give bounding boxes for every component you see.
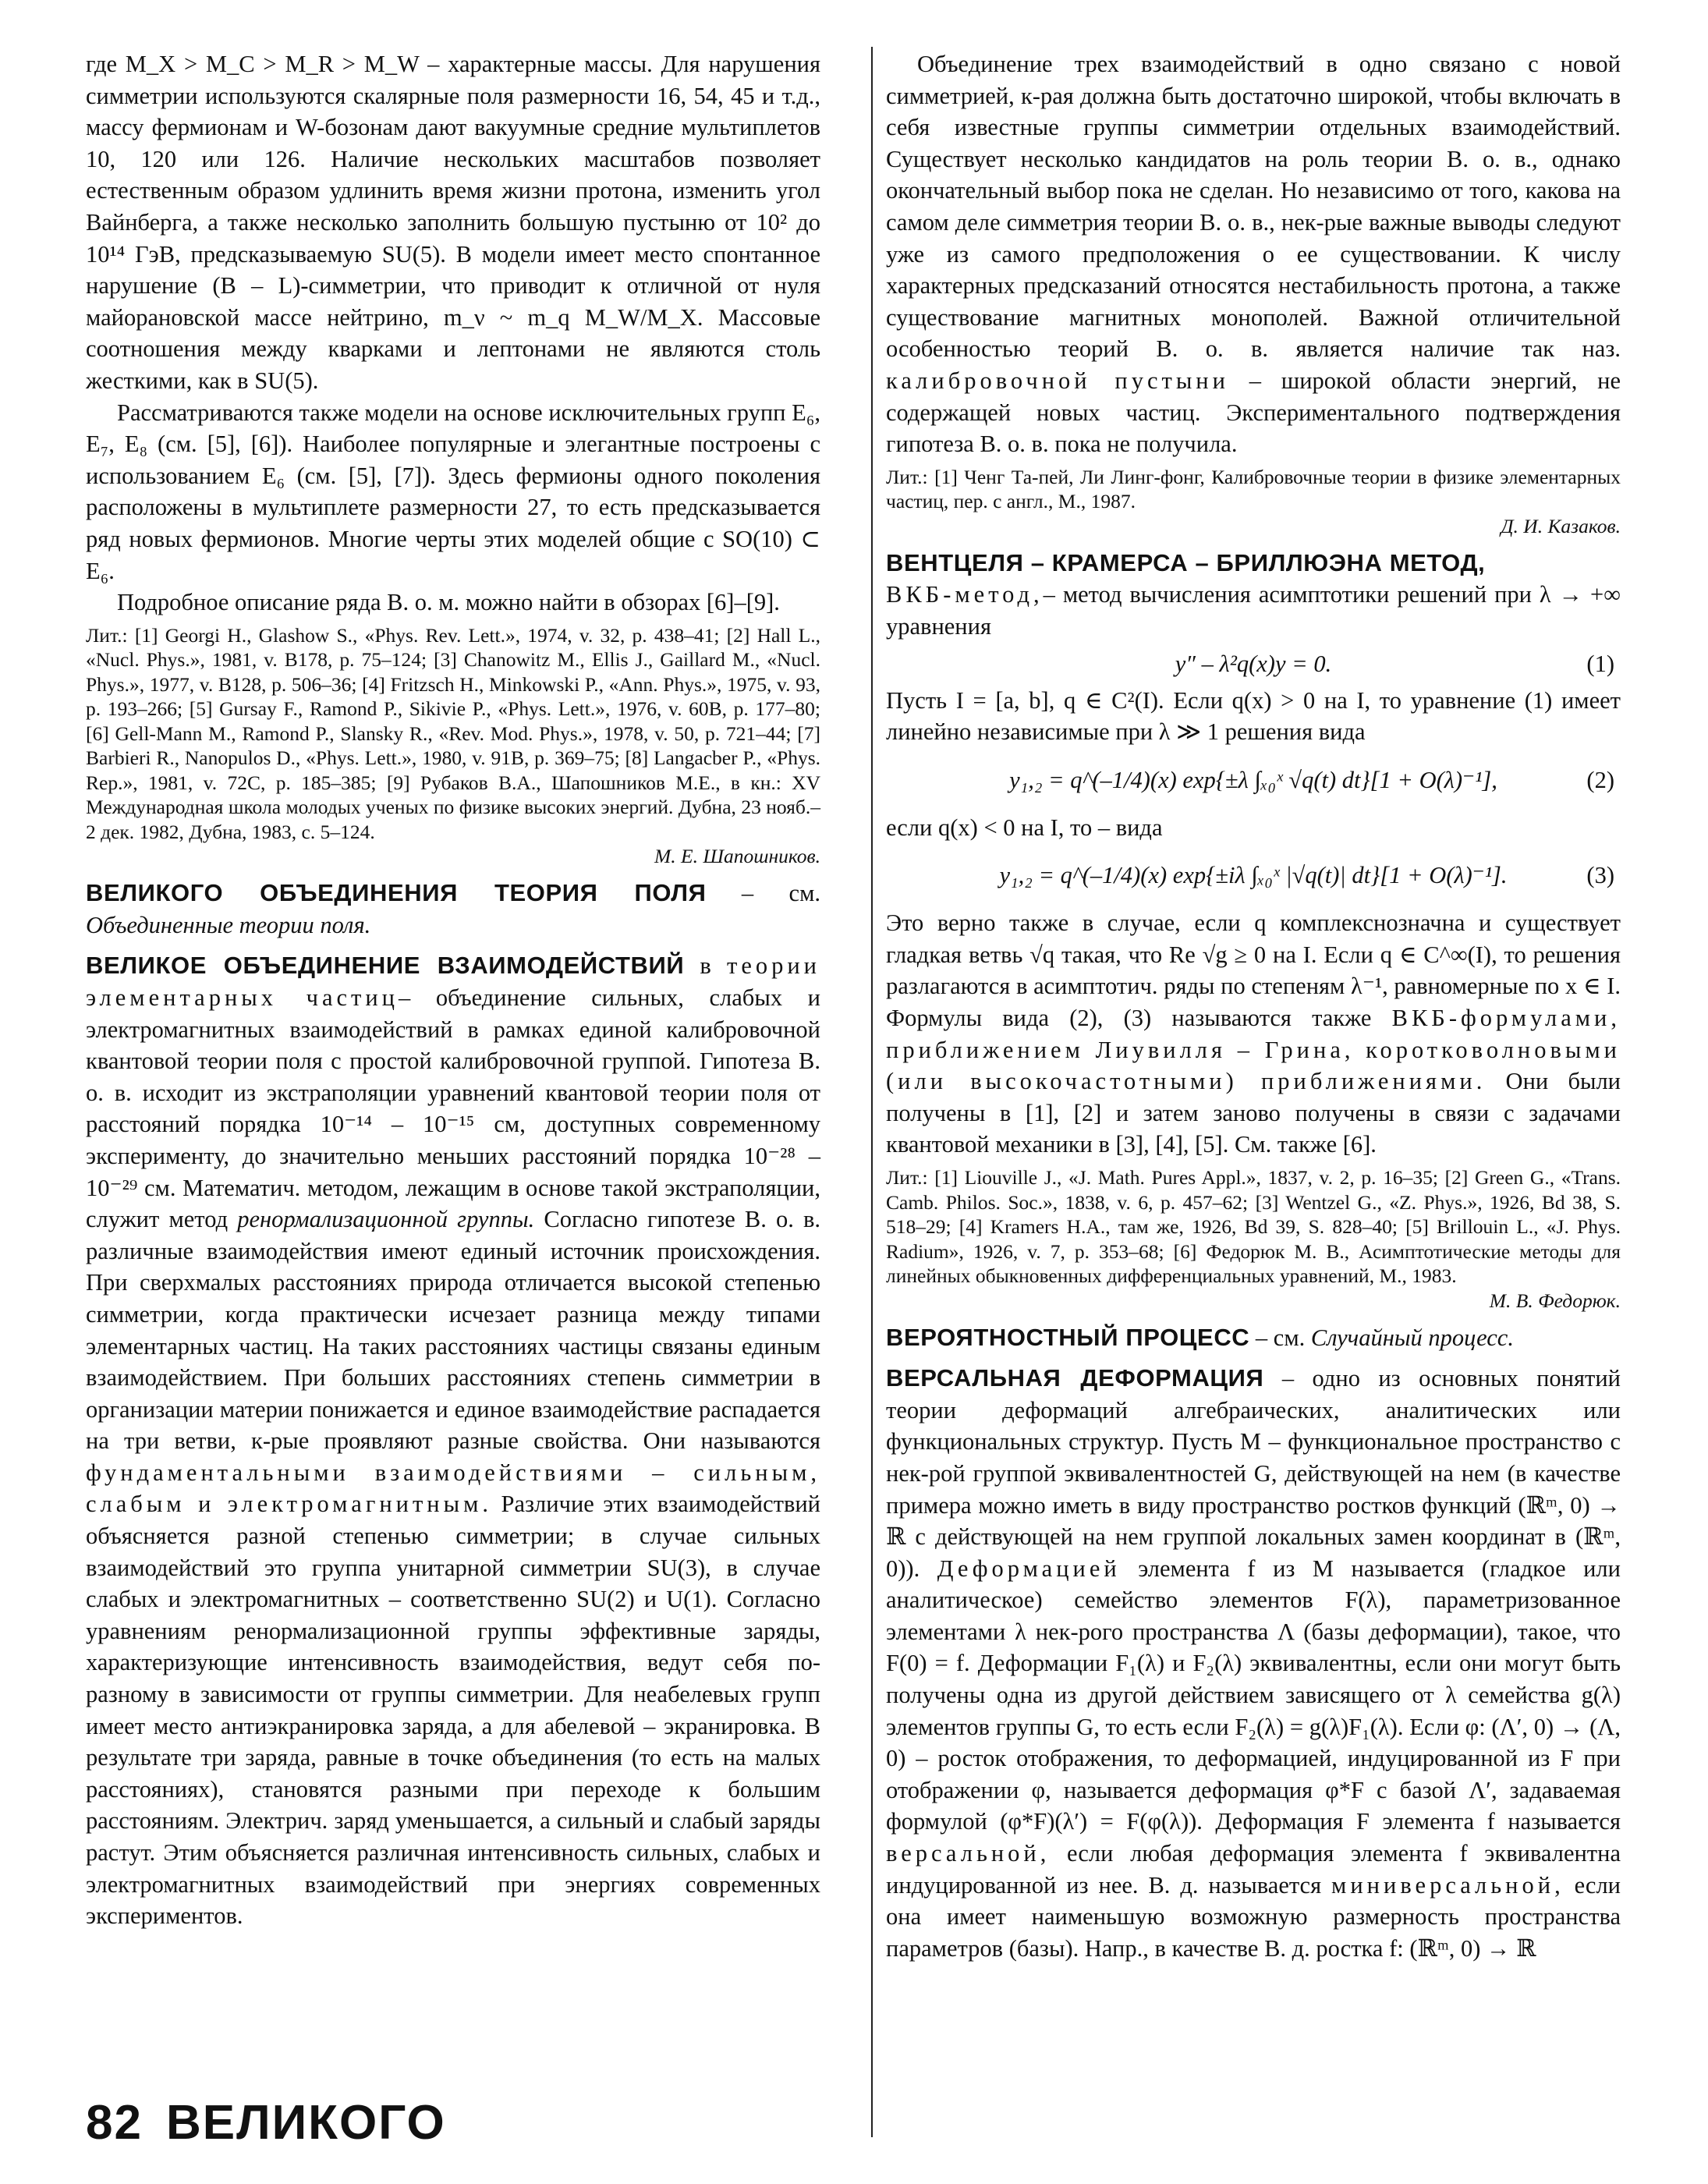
author-entry-1: М. Е. Шапошников.	[654, 845, 820, 868]
see-also-label: – см.	[706, 880, 821, 907]
entry-velikogo-obedineniya-teoriya-polya	[86, 878, 820, 941]
left-continuation-paragraph-3: Подробное описание ряда В. о. м. можно найти в обзорах [6]–[9].	[117, 589, 780, 616]
entry-text-vd-1: – одно из основных понятий теории деформаций алгебраических, аналитических или функциональных структур. Пусть M – функциональное пространство с нек-рой группой эквивалентностей G, действующей на нем (в качестве примера можно иметь в виду пространство ростков функций (ℝᵐ, 0) → ℝ с действующей на нем группой локальных замен координат в (ℝᵐ, 0)).	[886, 1365, 1621, 1582]
references-entry-2: Лит.: [1] Ченг Та-пей, Ли Линг-фонг, Калибровочные теории в физике элементарных частиц, пер. с англ., М., 1987.	[886, 465, 1621, 513]
spaced-term: теории элементарных частиц	[86, 952, 820, 1011]
entry-veroyatnostny-process	[886, 1322, 1621, 1354]
entry-text-part-2: Согласно гипотезе В. о. в. различные взаимодействия имеют единый источник происхождения. При сверхмалых расстояниях природа отличается высокой степенью симметрии, когда практически исчезает разница между типами элементарных частиц. На таких расстояниях частицы связаны единым взаимодействием. При больших расстояниях степень симметрии в организации материи понижается и единое взаимодействие распадается на три ветви, к-рые проявляют разные свойства. Они называются	[86, 1206, 820, 1455]
continuation-text-1: Объединение трех взаимодействий в одно связано с новой симметрией, к-рая должна быть достаточно широкой, чтобы включать в себя известные группы симметрии отдельных взаимодействий. Существует несколько кандидатов на роль теории В. о. в., однако окончательный выбор пока не сделан. Но независимо от того, какова на самом деле симметрия теории В. о. в., нек-рые важные выводы следуют уже из самого предположения о ее существовании. К числу характерных предсказаний относятся нестабильность протона, а также существование магнитных монополей. Важной отличительной особенностью теорий В. о. в. является наличие так наз.	[886, 51, 1621, 363]
equation-2-body: y₁,₂ = q^(–1/4)(x) exp{±λ ∫ₓ₀ˣ √q(t) dt}[1 + O(λ)⁻¹],	[1009, 766, 1497, 793]
headword-teoriya-polya: ВЕЛИКОГО ОБЪЕДИНЕНИЯ ТЕОРИЯ ПОЛЯ	[86, 879, 707, 907]
equation-2	[886, 748, 1621, 812]
headword-wkb: ВЕНТЦЕЛЯ – КРАМЕРСА – БРИЛЛЮЭНА МЕТОД,	[886, 548, 1486, 576]
left-continuation-paragraph-2: Рассматриваются также модели на основе исключительных групп E₆, E₇, E₈ (см. [5], [6]). Наиболее популярные и элегантные построены с использованием E₆ (см. [5], [7]). Здесь фермионы одного поколения расположены в мультиплете размерности 27, то есть предсказывается ряд новых фермионов. Многие черты этих моделей общие с SO(10) ⊂ E₆.	[86, 399, 820, 584]
references-entry-1: Лит.: [1] Georgi H., Glashow S., «Phys. Rev. Lett.», 1974, v. 32, p. 438–41; [2] Hall L., «Nucl. Phys.», 1981, v. B178, p. 75–124; [3] Chanowitz M., Ellis J., Gaillard M., «Nucl. Phys.», 1977, v. B128, p. 506–36; [4] Fritzsch H., Minkowski P., «Ann. Phys.», 1975, v. 93, p. 193–266; [5] Gursay F., Ramond P., Sikivie P., «Phys. Lett.», 1976, v. 60B, p. 177–80; [6] Gell-Mann M., Ramond P., Slansky R., «Rev. Mod. Phys.», 1978, v. 50, p. 721–44; [7] Barbieri R., Nanopulos D., «Phys. Lett.», 1980, v. 91B, p. 369–75; [8] Langacber P., «Phys. Rep.», 1981, v. 72C, p. 185–385; [9] Рубаков В.А., Шапошников М.Е., в кн.: XV Международная школа молодых ученых по физике высоких энергий. Дубна, 23 нояб.–2 дек. 1982, Дубна, 1983, с. 5–124.	[86, 623, 820, 843]
headword-veroyatnostny: ВЕРОЯТНОСТНЫЙ ПРОЦЕСС	[886, 1323, 1250, 1351]
left-continuation-paragraph-1: где M_X > M_C > M_R > M_W – характерные массы. Для нарушения симметрии используются скалярные поля размерности 16, 54, 45 и т.д., массу фермионам и W-бозонам дают вакуумные средние мультиплетов 10, 120 или 126. Наличие нескольких масштабов позволяет естественным образом удлинить время жизни протона, изменить угол Вайнберга, а также несколько заполнить большую пустыню от 10² до 10¹⁴ ГэВ, предсказываемую SU(5). В модели имеет место спонтанное нарушение (B – L)-симметрии, что приводит к отличной от нуля майорановской массе нейтрино, m_ν ~ m_q M_W/M_X. Массовые соотношения между кварками и лептонами не являются столь жесткими, как в SU(5).	[86, 51, 820, 394]
entry-text-wkb-1: – метод вычисления асимптотики решений при λ → +∞ уравнения	[886, 581, 1621, 640]
equation-3-number: (3)	[1586, 862, 1614, 889]
see-also-label-2: – см.	[1249, 1324, 1311, 1351]
entry-text-wkb-2: Пусть I = [a, b], q ∈ C²(I). Если q(x) > 0 на I, то уравнение (1) имеет линейно независимые при λ ≫ 1 решения вида	[886, 686, 1621, 746]
headword-velikoe-obedinenie: ВЕЛИКОЕ ОБЪЕДИНЕНИЕ ВЗАИМОДЕЙСТВИЙ	[86, 952, 685, 980]
references-entry-3: Лит.: [1] Liouville J., «J. Math. Pures Appl.», 1837, v. 2, p. 16–35; [2] Green G., «Trans. Camb. Philos. Soc.», 1838, v. 6, p. 457–62; [3] Wentzel G., «Z. Phys.», 1926, Bd 38, S. 518–29; [4] Kramers H.A., там же, 1926, Bd 39, S. 828–40; [5] Brillouin L., «J. Phys. Radium», 1926, v. 7, p. 353–68; [6] Федорюк М. В., Асимптотические методы для линейных обыкновенных дифференциальных уравнений, М., 1983.	[886, 1166, 1621, 1288]
equation-3-body: y₁,₂ = q^(–1/4)(x) exp{±iλ ∫ₓ₀ˣ |√q(t)| dt}[1 + O(λ)⁻¹].	[999, 862, 1508, 889]
headword-lead: в	[684, 952, 727, 980]
entry-text-vd-2: элемента f из M называется (гладкое или аналитическое) семейство элементов F(λ), параметризованное элементами λ нек-рого пространства Λ (базы деформации), такое, что F(0) = f. Деформации F₁(λ) и F₂(λ) эквивалентны, если они могут быть получены одна из другой действием зависящего от λ семейства g(λ) элементов группы G, то есть если F₂(λ) = g(λ)F₁(λ). Если φ: (Λ′, 0) → (Λ, 0) – росток отображения, то деформацией, индуцированной из F при отображении φ, называется деформация φ*F с базой Λ′, задаваемая формулой (φ*F)(λ′) = F(φ(λ)). Деформация F элемента f называется	[886, 1555, 1621, 1835]
entry-wkb-method	[886, 548, 1621, 643]
equation-2-number: (2)	[1586, 766, 1614, 793]
entry-text-part-1: – объединение сильных, слабых и электромагнитных взаимодействий в рамках единой калибровочной квантовой теории поля с простой калибровочной группой. Гипотеза В. о. в. исходит из экстраполяции уравнений квантовой теории поля от расстояний порядка 10⁻¹⁴ – 10⁻¹⁵ см, доступных современному эксперименту, до значительно меньших расстояний порядка 10⁻²⁸ – 10⁻²⁹ см. Математич. методом, лежащим в основе такой экстраполяции, служит метод	[86, 984, 820, 1233]
spaced-term-wkb-formulas: ВКБ-формулами, приближением Лиувилля – Грина, коротковолновыми (или высокочастотными) приближениями.	[886, 1005, 1621, 1095]
entry-text-part-3: Различие этих взаимодействий объясняется разной степенью симметрии; в случае сильных взаимодействий это группа унитарной симметрии SU(3), в случае слабых и электромагнитных – соответственно SU(2) и U(1). Согласно уравнениям ренормализационной группы эффективные заряды, характеризующие интенсивность взаимодействия, ведут себя по-разному в зависимости от группы симметрии. Для неабелевых групп имеет место антиэкранировка заряда, а для абелевой – экранировка. В результате три заряда, равные в точке объединения (то есть на малых расстояниях), становятся разными при переходе к большим расстояниям. Электрич. заряд уменьшается, а сильный и слабый заряды растут. Этим объясняется различная интенсивность сильных, слабых и электромагнитных взаимодействий при энергиях современных экспериментов.	[86, 1491, 820, 1930]
left-column	[86, 48, 820, 1932]
equation-3	[886, 843, 1621, 907]
author-entry-3: М. В. Федорюк.	[1489, 1289, 1621, 1312]
entry-text-wkb-5: Они были получены в [1], [2] и затем заново получены в связи с задачами квантовой механики в [3], [4], [5]. См. также [6].	[886, 1068, 1621, 1158]
page-footer	[86, 2095, 470, 2150]
equation-1-number: (1)	[1586, 650, 1614, 677]
right-continuation-paragraph	[886, 48, 1621, 460]
entry-text-wkb-4	[886, 907, 1621, 1161]
running-head: ВЕЛИКОГО	[165, 2096, 446, 2150]
page-number: 82	[86, 2096, 143, 2150]
cross-reference-random-process[interactable]: Случайный процесс.	[1310, 1324, 1514, 1351]
entry-velikoe-obedinenie	[86, 950, 820, 1931]
equation-1	[886, 643, 1621, 685]
cross-reference-renorm-group[interactable]: ренормализационной группы.	[237, 1206, 535, 1233]
continuation-text-2: – широкой области энергий, не содержащей новых частиц. Экспериментального подтверждения гипотеза В. о. в. пока не получила.	[886, 367, 1621, 458]
author-entry-2: Д. И. Казаков.	[1501, 514, 1621, 537]
entry-text-vd-3: если любая деформация элемента f эквивалентна индуцированной из нее. В. д. называется	[886, 1840, 1621, 1899]
cross-reference-link[interactable]: Объединенные теории поля.	[86, 911, 371, 938]
headword-versalnaya: ВЕРСАЛЬНАЯ ДЕФОРМАЦИЯ	[886, 1364, 1264, 1392]
spaced-term-fundamental: фундаментальными взаимодействиями – сильным, слабым и электромагнитным.	[86, 1459, 820, 1518]
column-divider	[871, 47, 873, 2137]
entry-text-vd-4: если она имеет наименьшую возможную размерность пространства параметров (базы). Напр., в качестве В. д. ростка f: (ℝᵐ, 0) → ℝ	[886, 1871, 1621, 1962]
spaced-term-deformation: Деформацией	[937, 1555, 1121, 1582]
entry-versalnaya-deformatsiya	[886, 1363, 1621, 1964]
spaced-term-wkb: ВКБ-метод,	[886, 581, 1044, 608]
entry-text-wkb-3: если q(x) < 0 на I, то – вида	[886, 814, 1163, 841]
entry-text-wkb-4a: Это верно также в случае, если q комплекснозначна и существует гладкая ветвь √q такая, что Re √g ≥ 0 на I. Если q ∈ C^∞(I), то решения разлагаются в асимптотич. ряды по степеням λ⁻¹, равномерные по x ∈ I. Формулы вида (2), (3) называются также	[886, 909, 1621, 1032]
equation-1-body: y″ – λ²q(x)y = 0.	[1175, 650, 1332, 677]
spaced-term-desert: калибровочной пустыни	[886, 367, 1229, 394]
spaced-term-miniversal: миниверсальной,	[1331, 1871, 1564, 1899]
right-column	[886, 48, 1621, 1964]
spaced-term-versal: версальной,	[886, 1840, 1051, 1867]
